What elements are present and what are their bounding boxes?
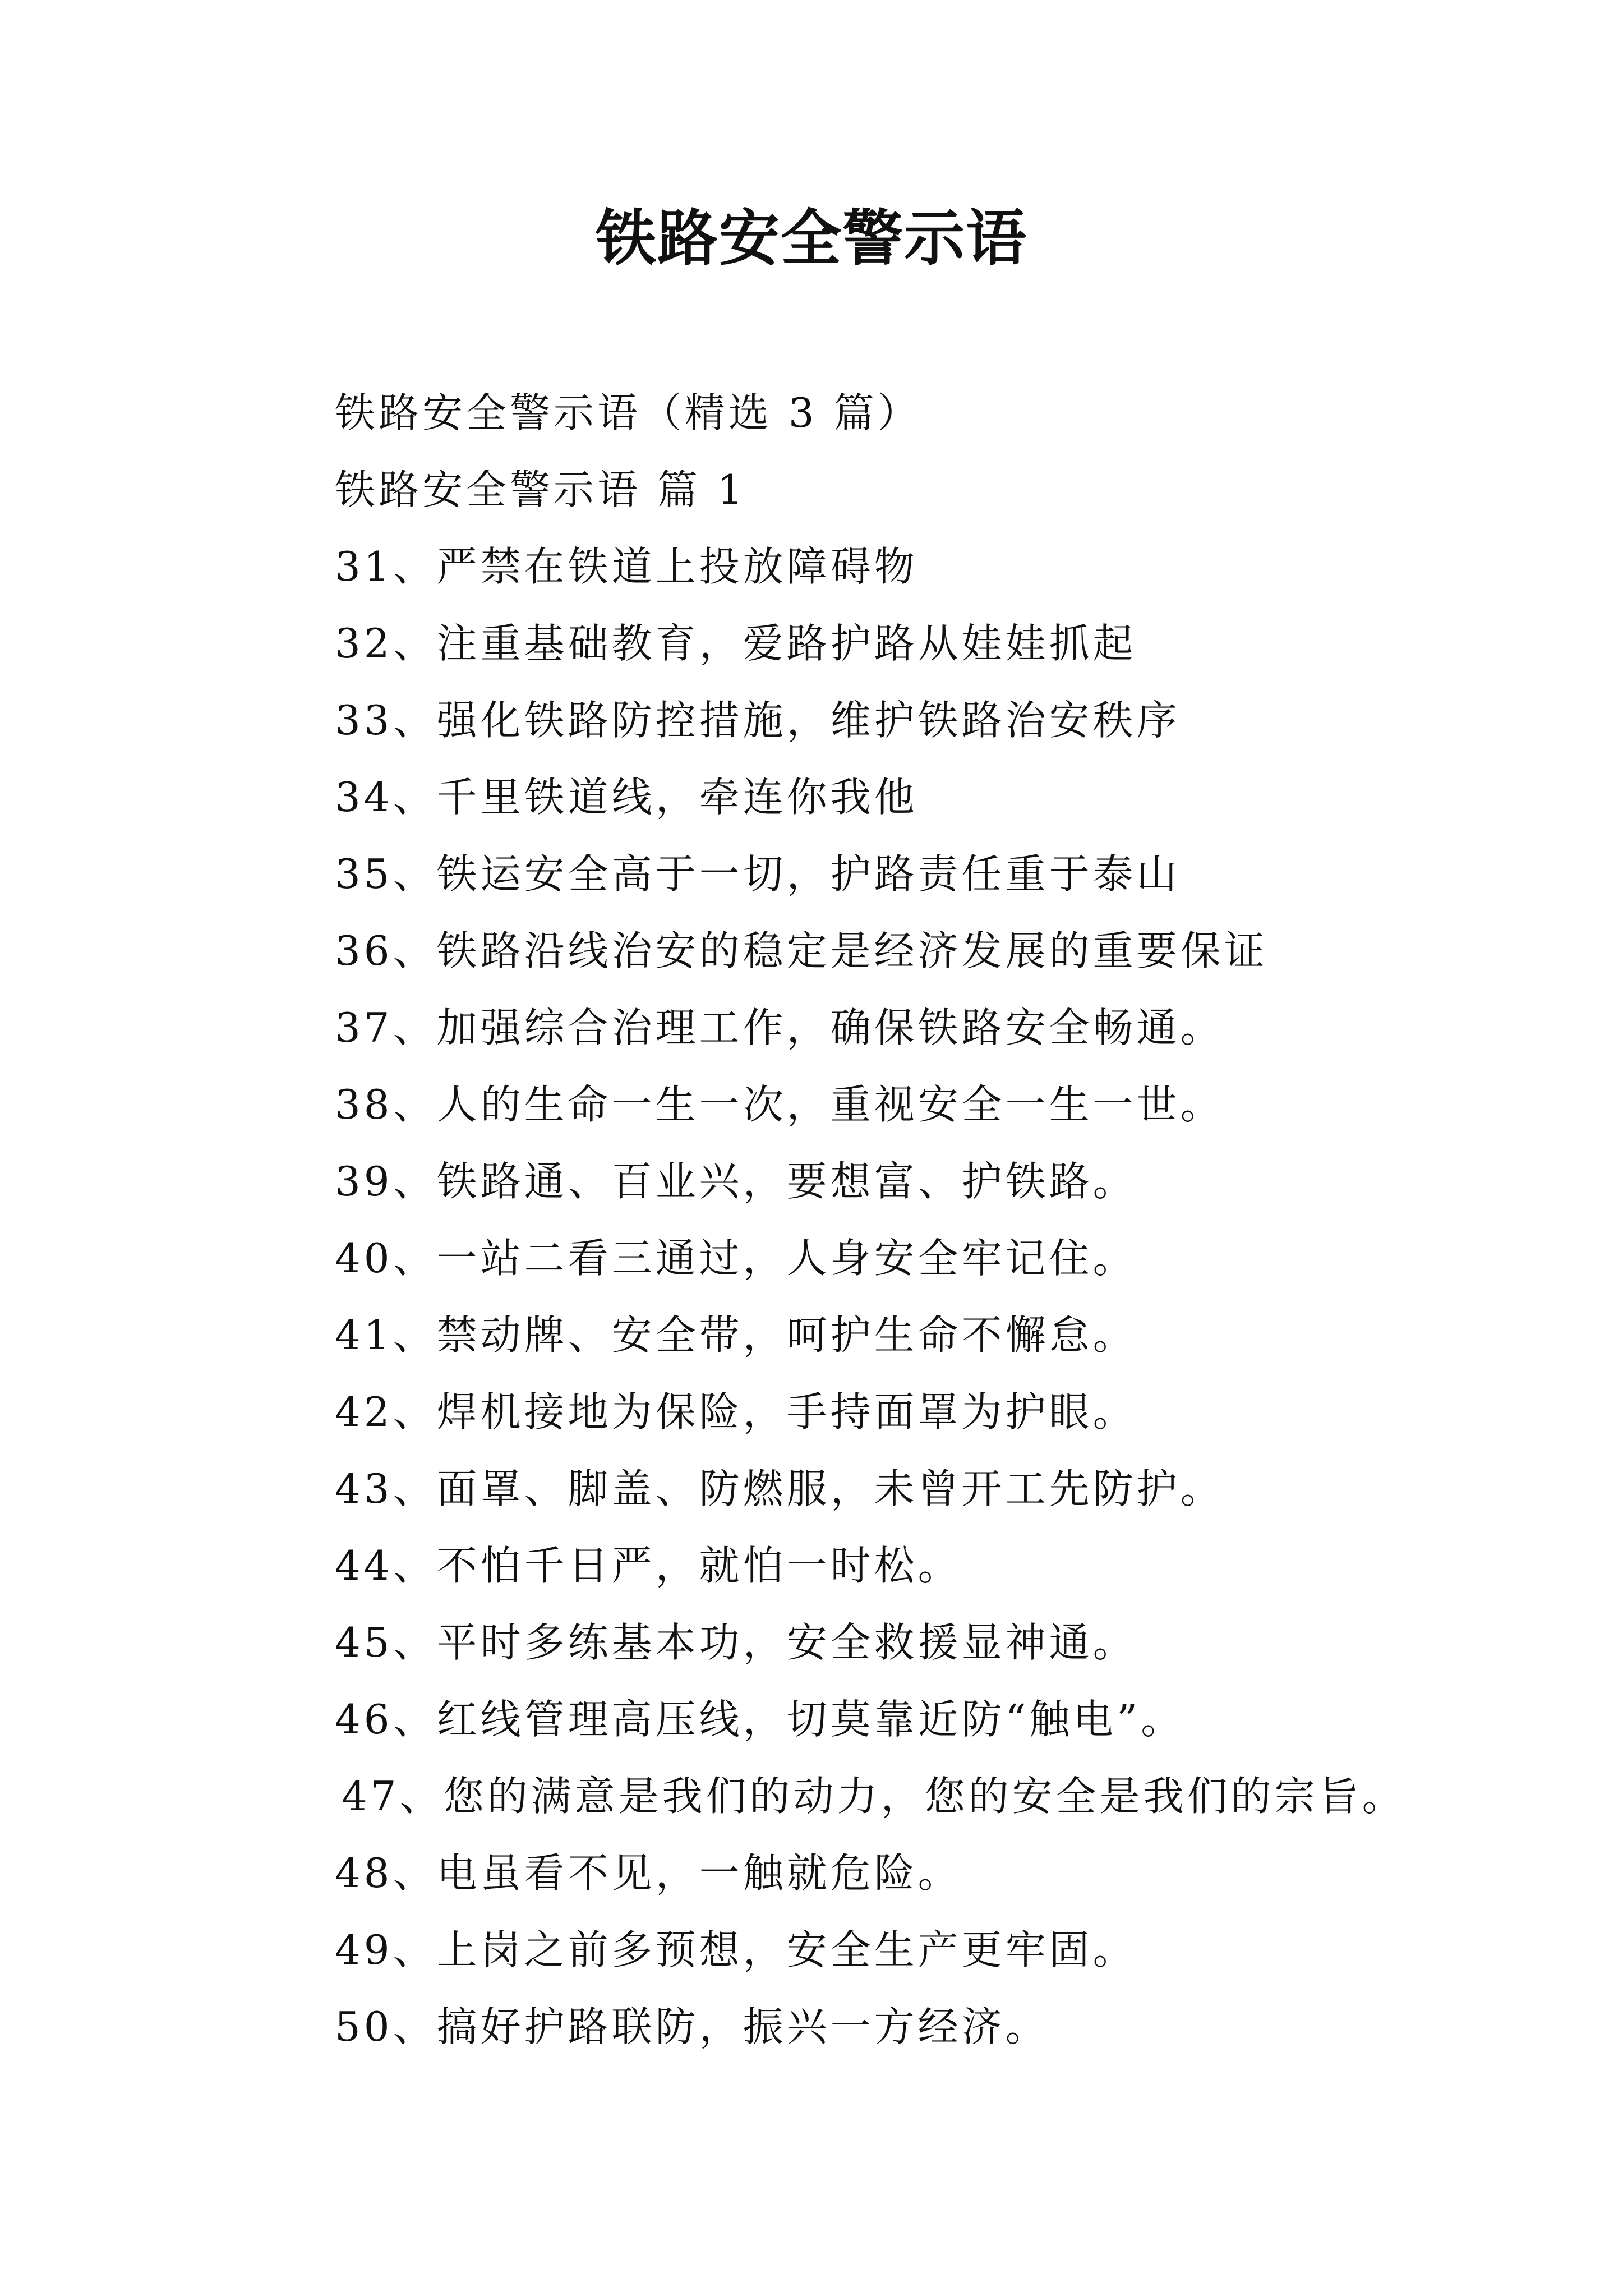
slogan-item: 49、上岗之前多预想，安全生产更牢固。 [335,1926,1137,1973]
slogan-item: 33、强化铁路防控措施，维护铁路治安秩序 [335,697,1181,744]
slogan-item: 35、铁运安全高于一切，护路责任重于泰山 [335,850,1181,898]
document-body [335,375,1580,2065]
slogan-item: 44、不怕千日严，就怕一时松。 [335,1542,962,1589]
slogan-item: 45、平时多练基本功，安全救援显神通。 [335,1619,1137,1666]
slogan-item: 34、千里铁道线，牵连你我他 [335,774,918,821]
slogan-item: 46、红线管理高压线，切莫靠近防“触电”。 [335,1696,1185,1743]
slogan-item: 43、面罩、脚盖、防燃服，未曾开工先防护。 [335,1465,1224,1512]
slogan-item: 40、一站二看三通过，人身安全牢记住。 [335,1235,1137,1282]
slogan-item: 36、铁路沿线治安的稳定是经济发展的重要保证 [335,927,1268,974]
slogan-item: 37、加强综合治理工作，确保铁路安全畅通。 [335,1004,1224,1051]
slogan-item: 47、您的满意是我们的动力，您的安全是我们的宗旨。 [342,1773,1406,1820]
slogan-item: 48、电虽看不见，一触就危险。 [335,1849,962,1897]
slogan-item: 50、搞好护路联防，振兴一方经济。 [335,2003,1049,2050]
slogan-item: 41、禁动牌、安全带，呵护生命不懈怠。 [335,1312,1137,1359]
slogan-item: 42、焊机接地为保险，手持面罩为护眼。 [335,1388,1137,1435]
intro-line: 铁路安全警示语（精选 3 篇） [335,389,921,436]
slogan-item: 31、严禁在铁道上投放障碍物 [335,543,918,590]
page-title: 铁路安全警示语 [595,203,1027,274]
slogan-item: 38、人的生命一生一次，重视安全一生一世。 [335,1081,1224,1128]
slogan-item: 32、注重基础教育，爱路护路从娃娃抓起 [335,620,1137,667]
slogan-item: 39、铁路通、百业兴，要想富、护铁路。 [335,1158,1137,1205]
section-heading: 铁路安全警示语 篇 1 [335,466,746,513]
